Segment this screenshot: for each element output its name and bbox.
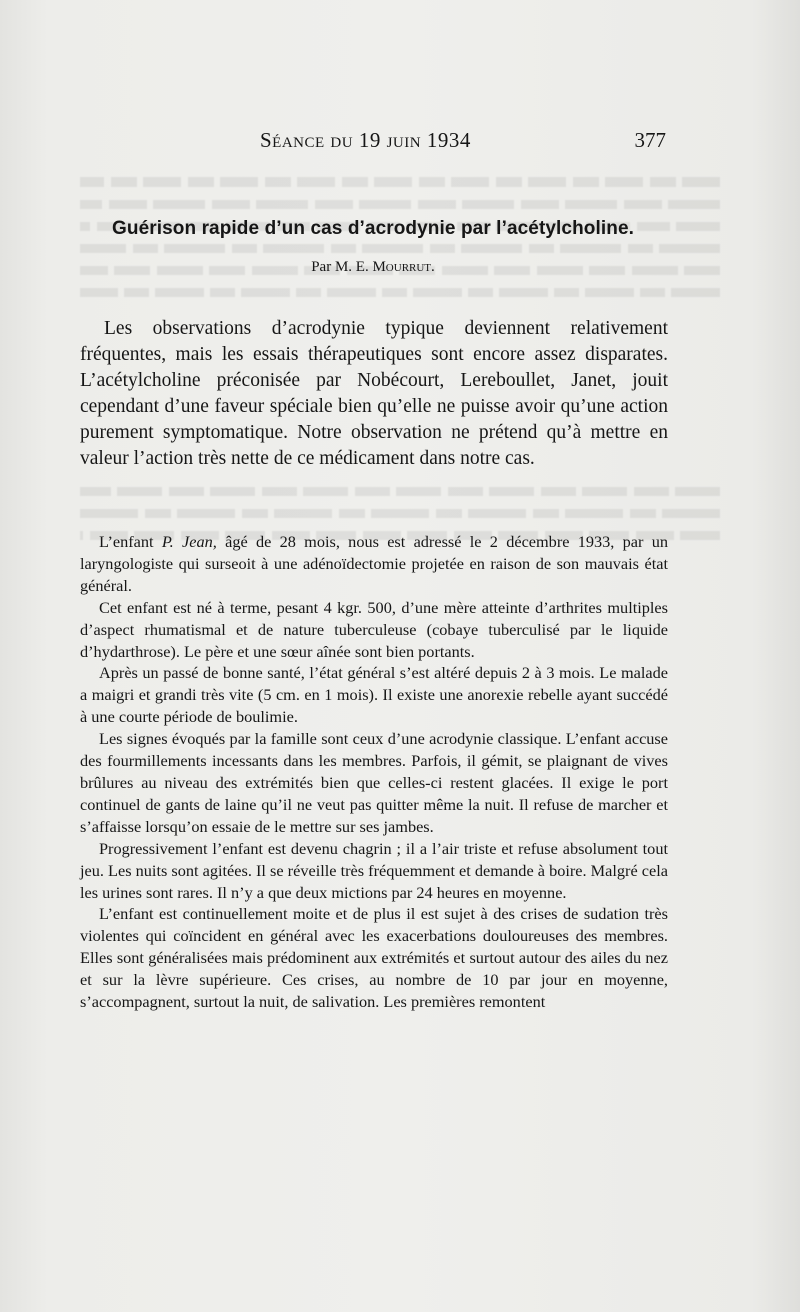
running-head — [80, 128, 666, 158]
case-paragraph-5: Progressivement l’enfant est devenu chagrin ; il a l’air triste et refuse absolument tout jeu. Les nuits sont agitées. Il se réveille très fréquemment et demande à boire. Malgré cela les urines sont rares. Il n’y a que deux mictions par 24 heures en moyenne. — [80, 838, 668, 902]
intro-paragraph: Les observations d’acrodynie typique deviennent relativement fréquentes, mais les essais thérapeutiques sont encore assez disparates. L’acétylcholine préconisée par Nobécourt, Lereboullet, Janet, jouit cependant d’une faveur spéciale bien qu’elle ne puisse avoir qu’une action purement symptomatique. Notre observation ne prétend qu’à mettre en valeur l’action très nette de ce médicament dans notre cas. — [80, 318, 668, 469]
case-paragraph-6: L’enfant est continuellement moite et de plus il est sujet à des crises de sudation très violentes qui coïncident en général avec les exacerbations douloureuses des membres. Elles sont généralisées mais prédominent aux extrémités et surtout autour des ailes du nez et sur la lèvre supérieure. Ces crises, au nombre de 10 par jour en moyenne, s’accompagnent, surtout la nuit, de salivation. Les premières remontent — [80, 904, 668, 1012]
author-name: Mourrut. — [372, 259, 435, 275]
case-paragraph-2: Cet enfant est né à terme, pesant 4 kgr. 500, d’une mère atteinte d’arthrites multiples d’aspect rhumatismal et de nature tuberculeuse (cobaye tuberculisé par le liquide d’hydarthrose). Le père et une sœur aînée sont bien portants. — [80, 597, 668, 661]
case-paragraph-1-rest: âgé de 28 mois, nous est adressé le 2 décembre 1933, par un laryngologiste qui surseoit à une adénoïdectomie projetée en raison de son mauvais état général. — [80, 532, 668, 595]
page-number: 377 — [634, 128, 666, 152]
case-paragraph-4: Les signes évoqués par la famille sont ceux d’une acrodynie classique. L’enfant accuse des fourmillements incessants dans les membres. Parfois, il gémit, se plaignant de vives brûlures au niveau des extrémités bien que celles-ci restent glacées. Il exige le port continuel de gants de laine qu’il ne veut pas quitter même la nuit. Il refuse de marcher et s’affaisse lorsqu’on essaie de le mettre sur ses jambes. — [80, 729, 668, 836]
running-head-title: Séance du 19 juin 1934 — [260, 128, 471, 152]
byline — [80, 259, 666, 276]
case-paragraph-3: Après un passé de bonne santé, l’état général s’est altéré depuis 2 à 3 mois. Le malade a maigri et grandi très vite (5 cm. en 1 mois). Il existe une anorexie rebelle ayant succédé à une courte période de boulimie. — [80, 663, 668, 727]
bleed-through-texture — [80, 170, 720, 310]
article-title: Guérison rapide d’un cas d’acrodynie par l’acétylcholine. — [111, 218, 635, 239]
introduction — [80, 316, 668, 472]
case-paragraph-1 — [80, 531, 668, 597]
case-paragraph-1-prefix: L’enfant — [99, 532, 162, 551]
case-report — [80, 531, 668, 1013]
patient-name: P. Jean, — [161, 532, 217, 551]
byline-prefix: Par M. E. — [311, 259, 373, 275]
